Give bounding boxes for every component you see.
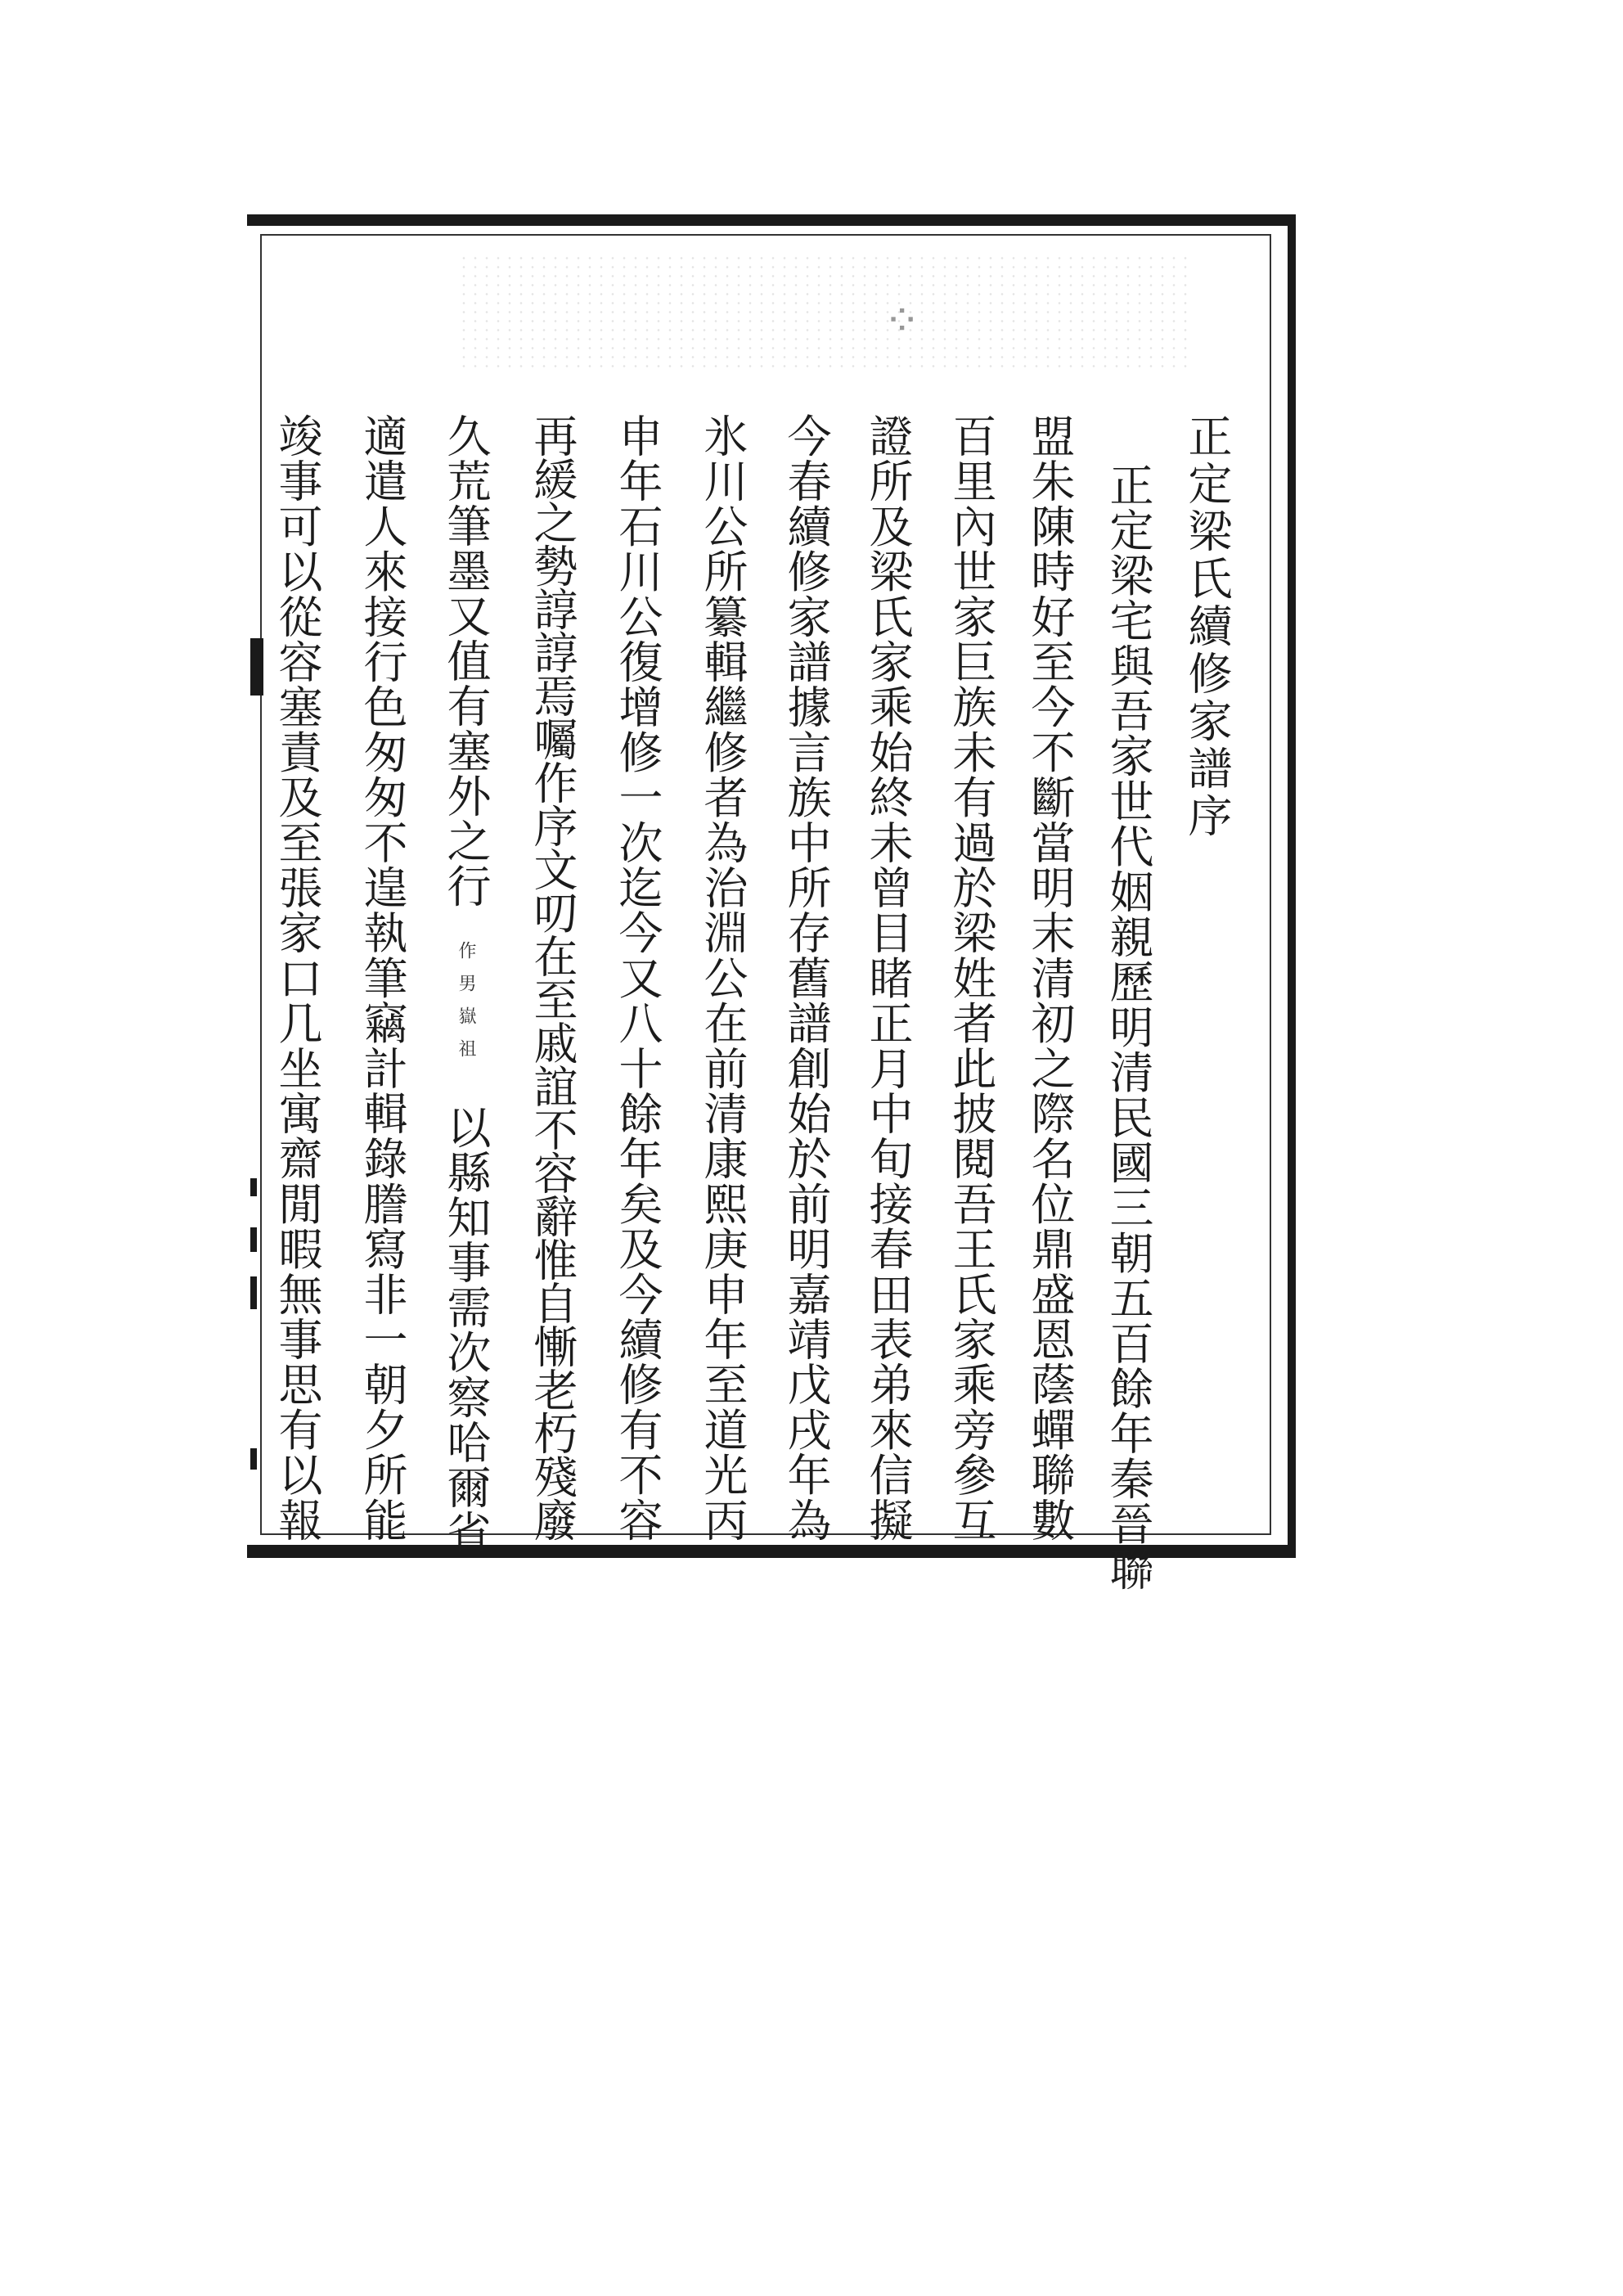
text-column-11: 竣事可以從容塞責及至張家口几坐寓齋閒暇無事思有以報 xyxy=(272,413,323,1542)
text-column-4: 證所及梁氏家乘始終未曾目睹正月中旬接春田表弟來信擬 xyxy=(862,413,914,1542)
text-column-9-part-1: 久荒筆墨又值有塞外之行 xyxy=(440,413,492,908)
text-column-10: 適遣人來接行色匆匆不遑執筆竊計輯錄謄寫非一朝夕所能 xyxy=(357,413,408,1542)
document-title: 正定梁氏續修家譜序 xyxy=(1181,413,1233,840)
binding-mark xyxy=(250,1276,257,1309)
interlinear-note: 作男嶽祖 xyxy=(456,941,476,1072)
text-column-9 xyxy=(440,413,492,1555)
smudge-mark: ⁘ xyxy=(883,295,921,346)
binding-mark xyxy=(250,1227,257,1252)
binding-mark xyxy=(250,638,263,696)
text-column-5: 今春續修家譜據言族中所存舊譜創始於前明嘉靖戊戌年為 xyxy=(780,413,832,1542)
scan-noise xyxy=(458,254,1194,368)
text-column-3: 百里內世家巨族未有過於梁姓者此披閱吾王氏家乘旁參互 xyxy=(946,413,997,1542)
text-column-2: 盟朱陳時好至今不斷當明末清初之際名位鼎盛恩蔭蟬聯數 xyxy=(1024,413,1076,1542)
binding-mark xyxy=(250,1448,257,1470)
text-column-9-part-2: 以縣知事需次察哈爾省 xyxy=(440,1105,492,1555)
text-column-6: 氷川公所纂輯繼修者為治淵公在前清康熙庚申年至道光丙 xyxy=(697,413,749,1542)
text-column-1: 正定梁宅與吾家世代姻親歷明清民國三朝五百餘年秦晉聯 xyxy=(1103,462,1154,1591)
text-column-7: 申年石川公復增修一次迄今又八十餘年矣及今續修有不容 xyxy=(612,413,663,1542)
text-column-8: 再緩之勢諄諄焉囑作序文叨在至戚誼不容辭惟自慚老朽殘廢 xyxy=(527,413,578,1541)
binding-mark xyxy=(250,1178,257,1196)
